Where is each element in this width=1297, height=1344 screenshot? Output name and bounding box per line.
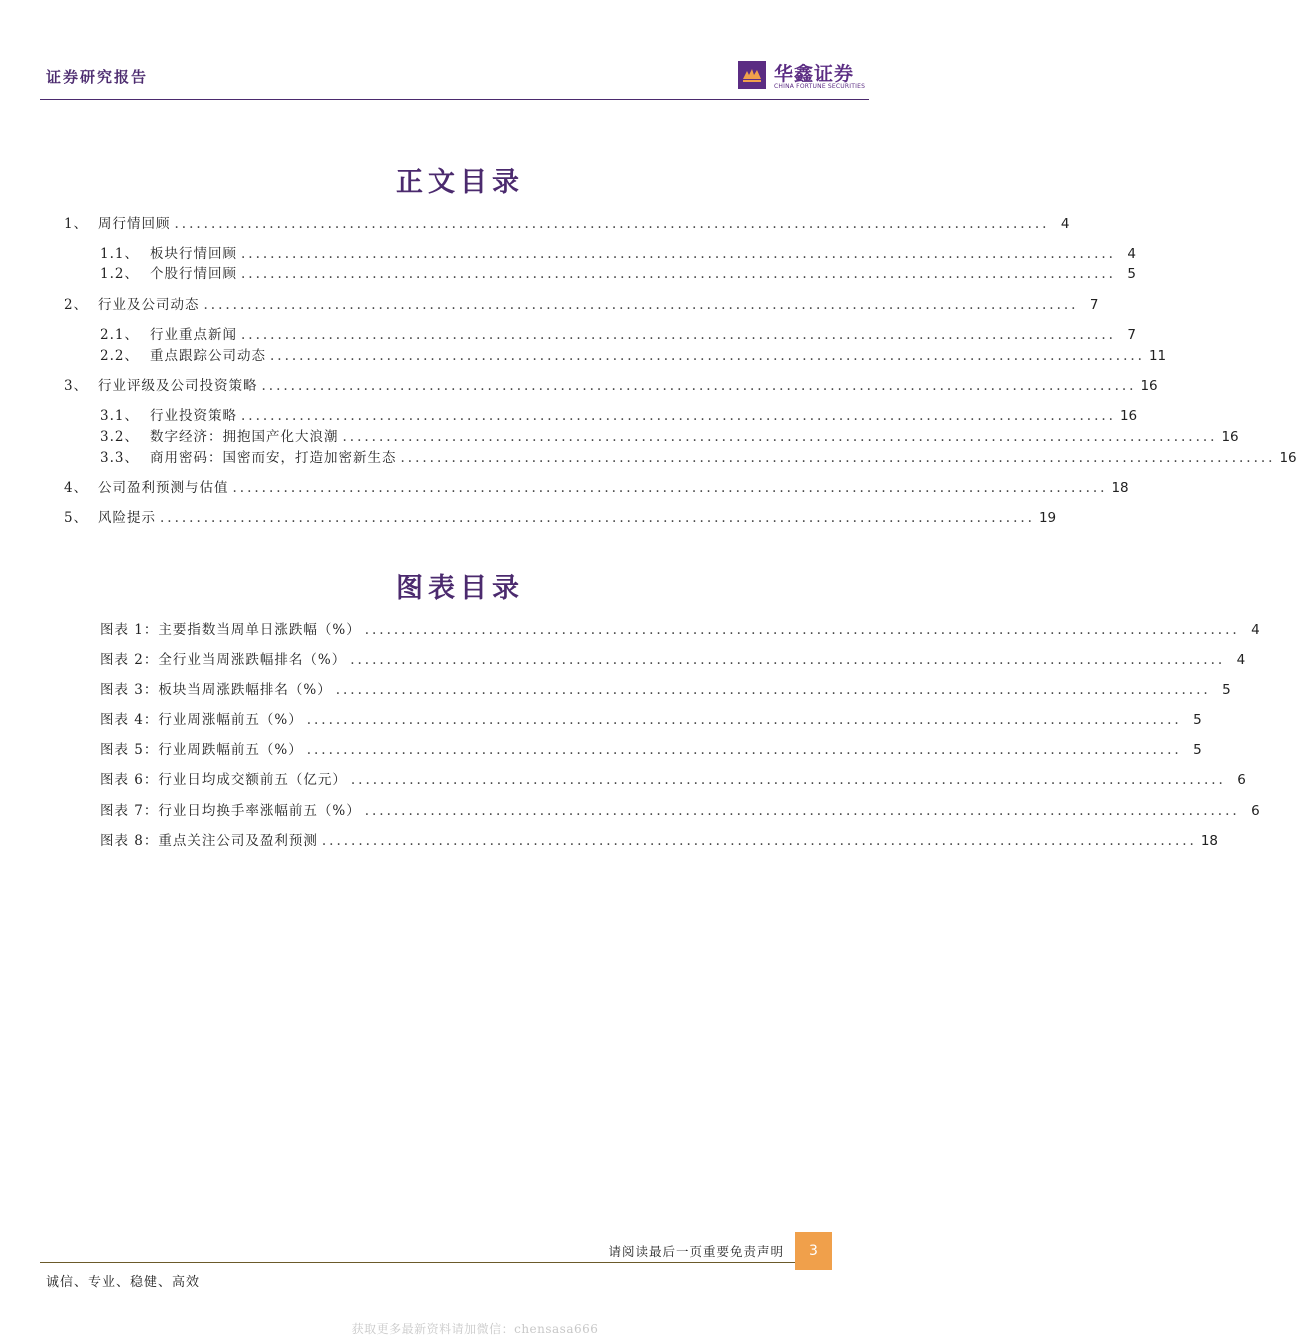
toc-entry[interactable] — [100, 262, 1136, 282]
toc-entry-title: 商用密码：国密而安，打造加密新生态 — [150, 450, 397, 466]
toc-entry-title: 风险提示 — [98, 510, 156, 526]
footer-divider — [40, 1262, 795, 1263]
toc-entry-number: 3.3、 — [100, 450, 139, 466]
figure-entry-title: 图表 4：行业周涨幅前五（%） — [100, 712, 303, 728]
toc-entry-number: 2.2、 — [100, 348, 139, 364]
toc-entry-title: 重点跟踪公司动态 — [150, 348, 266, 364]
toc-entry-page: 18 — [1111, 480, 1129, 496]
figure-entry-page: 5 — [1193, 742, 1202, 758]
toc-entry-number: 1.1、 — [100, 246, 139, 262]
toc-entry-title: 行业评级及公司投资策略 — [98, 378, 258, 394]
toc-entry[interactable] — [64, 374, 1158, 394]
toc-entry-page: 7 — [1127, 327, 1136, 343]
figure-entry[interactable] — [100, 678, 1231, 698]
toc-leader-dots: ........................................................................................................................ — [270, 348, 1145, 364]
toc-leader-dots: ........................................................................................................................ — [350, 772, 1226, 788]
toc-leader-dots: ........................................................................................................................ — [364, 803, 1240, 819]
toc-leader-dots: ........................................................................................................................ — [342, 429, 1218, 445]
toc-leader-dots: ........................................................................................................................ — [400, 450, 1276, 466]
toc-entry[interactable] — [100, 323, 1136, 343]
figure-entry-page: 6 — [1251, 803, 1260, 819]
toc-entry[interactable] — [100, 344, 1167, 364]
logo-english-name: CHINA FORTUNE SECURITIES — [774, 83, 866, 90]
toc-leader-dots: ........................................................................................................................ — [241, 408, 1116, 424]
figure-entry-title: 图表 8：重点关注公司及盈利预测 — [100, 833, 318, 849]
toc-entry-page: 7 — [1089, 297, 1099, 313]
figure-entry-page: 5 — [1222, 682, 1231, 698]
toc-entry-title: 周行情回顾 — [98, 216, 171, 232]
toc-entry[interactable] — [64, 476, 1129, 496]
report-type-label: 证券研究报告 — [46, 68, 149, 86]
figure-entry-page: 4 — [1236, 652, 1246, 668]
toc-leader-dots: ........................................................................................................................ — [241, 327, 1116, 343]
watermark-text: 获取更多最新资料请加微信：chensasa666 — [351, 1322, 599, 1336]
toc-leader-dots: ........................................................................................................................ — [160, 510, 1035, 526]
figure-entry-page: 18 — [1200, 833, 1219, 849]
toc-entry-number: 3.1、 — [100, 408, 139, 424]
toc-entry-page: 5 — [1127, 266, 1136, 282]
toc-entry-page: 4 — [1060, 216, 1070, 232]
figure-entry[interactable] — [100, 648, 1246, 668]
toc-leader-dots: ........................................................................................................................ — [321, 833, 1197, 849]
toc-entry-number: 1.2、 — [100, 266, 139, 282]
toc-leader-dots: ........................................................................................................................ — [261, 378, 1137, 394]
company-motto: 诚信、专业、稳健、高效 — [46, 1275, 201, 1290]
footer-disclaimer: 请阅读最后一页重要免责声明 — [608, 1244, 784, 1259]
figure-entry[interactable] — [100, 708, 1202, 728]
toc-entry-number: 1、 — [64, 216, 89, 232]
toc-entry-page: 16 — [1221, 429, 1239, 445]
toc-entry-title: 数字经济：拥抱国产化大浪潮 — [150, 429, 339, 445]
toc-entry-title: 公司盈利预测与估值 — [98, 480, 229, 496]
figure-entry-page: 4 — [1251, 622, 1260, 638]
figures-title: 图表目录 — [396, 573, 524, 604]
toc-leader-dots: ........................................................................................................................ — [241, 266, 1116, 282]
toc-entry-title: 个股行情回顾 — [150, 266, 237, 282]
figure-entry[interactable] — [100, 768, 1246, 788]
toc-entry-number: 3、 — [64, 378, 89, 394]
toc-entry[interactable] — [64, 293, 1099, 313]
toc-entry-page: 19 — [1038, 510, 1057, 526]
toc-entry[interactable] — [64, 212, 1070, 232]
figure-entry-page: 6 — [1237, 772, 1246, 788]
figure-entry-title: 图表 6：行业日均成交额前五（亿元） — [100, 772, 347, 788]
toc-entry-number: 2、 — [64, 297, 89, 313]
logo-chinese-name: 华鑫证券 — [774, 63, 855, 85]
toc-entry-title: 行业投资策略 — [150, 408, 237, 424]
toc-entry-page: 11 — [1148, 348, 1167, 364]
toc-leader-dots: ........................................................................................................................ — [335, 682, 1211, 698]
toc-leader-dots: ........................................................................................................................ — [306, 742, 1182, 758]
toc-leader-dots: ........................................................................................................................ — [241, 246, 1116, 262]
toc-title: 正文目录 — [396, 167, 524, 198]
toc-leader-dots: ........................................................................................................................ — [203, 297, 1079, 313]
figure-entry[interactable] — [100, 618, 1260, 638]
toc-entry[interactable] — [100, 446, 1297, 466]
toc-entry-page: 16 — [1119, 408, 1138, 424]
toc-entry-page: 16 — [1140, 378, 1158, 394]
figure-entry-page: 5 — [1193, 712, 1202, 728]
toc-leader-dots: ........................................................................................................................ — [306, 712, 1182, 728]
figure-entry-title: 图表 1：主要指数当周单日涨跌幅（%） — [100, 622, 361, 638]
toc-entry[interactable] — [64, 506, 1057, 526]
toc-entry-title: 行业及公司动态 — [98, 297, 200, 313]
figure-entry[interactable] — [100, 738, 1202, 758]
toc-leader-dots: ........................................................................................................................ — [174, 216, 1050, 232]
toc-entry-page: 4 — [1127, 246, 1136, 262]
figure-entry[interactable] — [100, 829, 1219, 849]
toc-leader-dots: ........................................................................................................................ — [364, 622, 1240, 638]
figure-entry-title: 图表 3：板块当周涨跌幅排名（%） — [100, 682, 332, 698]
toc-entry-title: 板块行情回顾 — [150, 246, 237, 262]
toc-entry-number: 2.1、 — [100, 327, 139, 343]
toc-entry[interactable] — [100, 425, 1239, 445]
toc-entry-number: 4、 — [64, 480, 89, 496]
figure-entry-title: 图表 5：行业周跌幅前五（%） — [100, 742, 303, 758]
figure-entry[interactable] — [100, 799, 1260, 819]
toc-entry-number: 5、 — [64, 510, 89, 526]
toc-entry-number: 3.2、 — [100, 429, 139, 445]
toc-leader-dots: ........................................................................................................................ — [232, 480, 1108, 496]
toc-entry[interactable] — [100, 242, 1136, 262]
toc-entry-page: 16 — [1279, 450, 1297, 466]
page-number-badge: 3 — [795, 1232, 832, 1270]
figure-entry-title: 图表 7：行业日均换手率涨幅前五（%） — [100, 803, 361, 819]
logo-mark-icon — [738, 61, 766, 89]
company-logo — [738, 59, 868, 93]
toc-leader-dots: ........................................................................................................................ — [350, 652, 1226, 668]
header-divider — [40, 99, 869, 100]
toc-entry[interactable] — [100, 404, 1138, 424]
figure-entry-title: 图表 2：全行业当周涨跌幅排名（%） — [100, 652, 347, 668]
toc-entry-title: 行业重点新闻 — [150, 327, 237, 343]
